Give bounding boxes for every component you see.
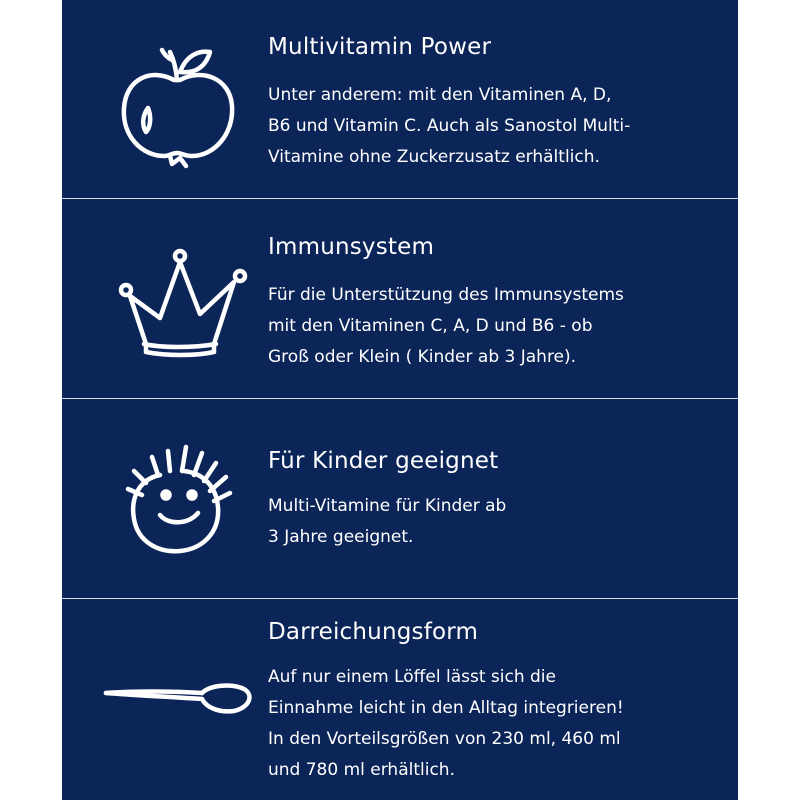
body-line: Auf nur einem Löffel lässt sich die — [268, 667, 556, 687]
spoon-icon — [102, 625, 252, 775]
section-title: Immunsystem — [268, 234, 435, 260]
apple-icon — [102, 38, 252, 188]
body-line: Für die Unterstützung des Immunsystems — [268, 285, 624, 305]
section-body — [268, 491, 708, 553]
section-title: Darreichungsform — [268, 619, 479, 645]
crown-icon — [102, 240, 252, 390]
section-title: Multivitamin Power — [268, 34, 492, 60]
section-body — [268, 280, 708, 373]
section-divider — [62, 198, 738, 199]
section-title: Für Kinder geeignet — [268, 448, 499, 474]
body-line: Unter anderem: mit den Vitaminen A, D, — [268, 85, 612, 105]
info-panel — [62, 0, 738, 800]
body-line: Einnahme leicht in den Alltag integrieren! — [268, 698, 624, 718]
body-line: Multi-Vitamine für Kinder ab — [268, 496, 507, 516]
smiley-icon — [102, 435, 252, 585]
body-line: B6 und Vitamin C. Auch als Sanostol Multi- — [268, 116, 631, 136]
body-line: 3 Jahre geeignet. — [268, 527, 414, 547]
section-divider — [62, 398, 738, 399]
body-line: Vitamine ohne Zuckerzusatz erhältlich. — [268, 147, 600, 167]
body-line: mit den Vitaminen C, A, D und B6 - ob — [268, 316, 593, 336]
section-body — [268, 80, 708, 173]
body-line: und 780 ml erhältlich. — [268, 760, 455, 780]
body-line: In den Vorteilsgrößen von 230 ml, 460 ml — [268, 729, 621, 749]
section-divider — [62, 598, 738, 599]
section-body — [268, 662, 708, 786]
body-line: Groß oder Klein ( Kinder ab 3 Jahre). — [268, 347, 577, 367]
